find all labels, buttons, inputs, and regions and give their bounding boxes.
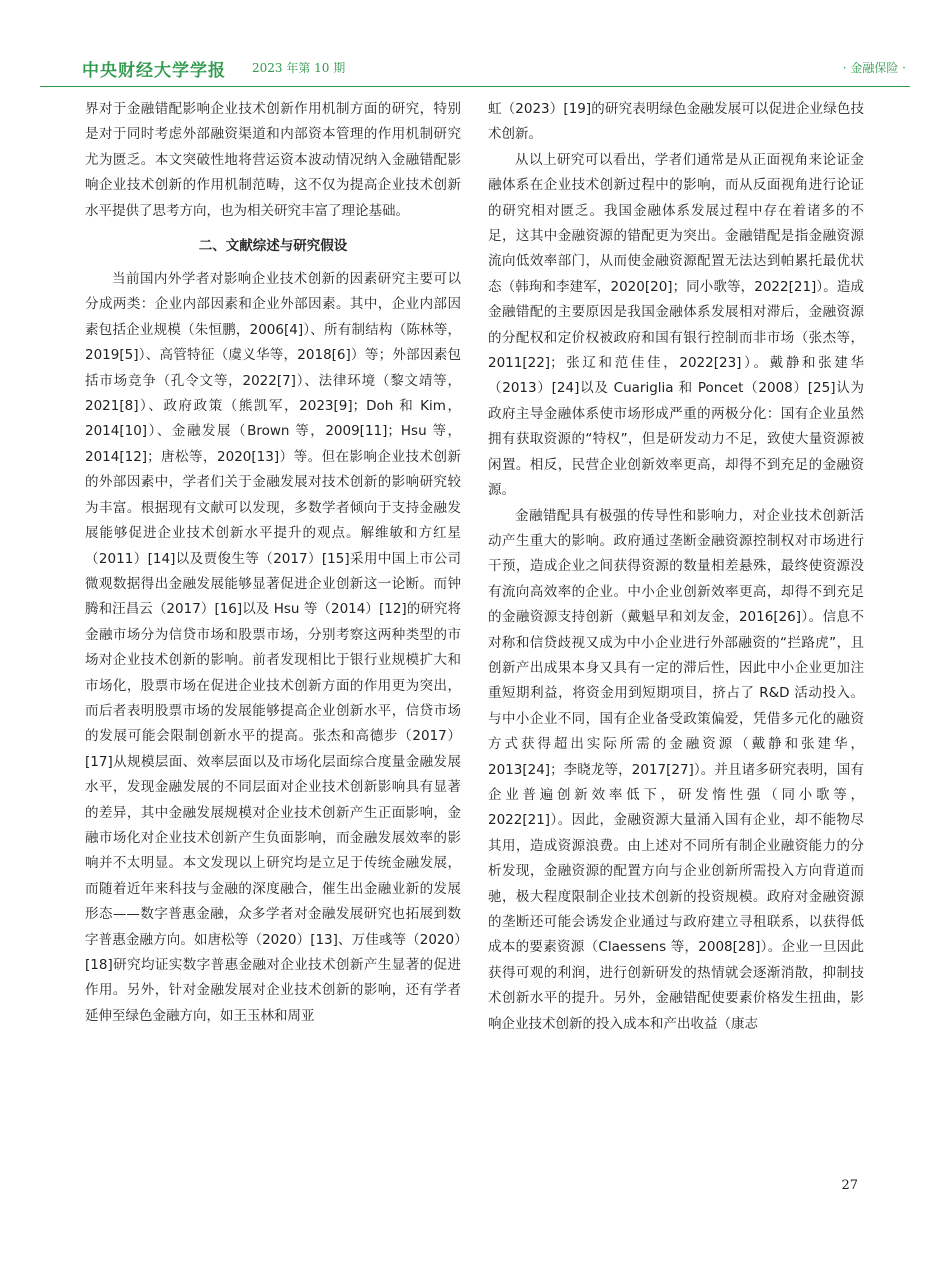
issue-label: 2023 年第 10 期 xyxy=(252,61,346,75)
paragraph: 界对于金融错配影响企业技术创新作用机制方面的研究，特别是对于同时考虑外部融资渠道和内部资本管理的作用机制研究尤为匮乏。本文突破性地将营运资本波动情况纳入金融错配影响企业技术创新的作用机制范畴，这不仅为提高企业技术创新水平提供了思考方向，也为相关研究丰富了理论基础。 xyxy=(85,101,461,219)
page-number: 27 xyxy=(841,1178,858,1193)
section-heading: 二、文献综述与研究假设 xyxy=(198,238,348,255)
journal-name: 中央财经大学学报 xyxy=(82,61,226,81)
left-column xyxy=(85,97,461,1029)
paragraph: 虹（2023）[19]的研究表明绿色金融发展可以促进企业绿色技术创新。 xyxy=(488,101,864,143)
paragraph: 金融错配具有极强的传导性和影响力，对企业技术创新活动产生重大的影响。政府通过垄断金融资源控制权对市场进行干预，造成企业之间获得资源的数量相差悬殊，最终使资源没有流向高效率的企业。中小企业创新效率更高，却得不到充足的金融资源支持创新（戴魁早和刘友金，2016[26]）。信息不对称和信贷歧视又成为中小企业进行外部融资的“拦路虎”，且创新产出成果本身又具有一定的滞后性，因此中小企业更加注重短期利益，将资金用到短期项目，挤占了 R&D 活动投入。与中小企业不同，国有企业备受政策偏爱，凭借多元化的融资方式获得超出实际所需的金融资源（戴静和张建华，2013[24]；李晓龙等，2017[27]）。并且诸多研究表明，国有企业普遍创新效率低下，研发惰性强（同小歌等，2022[21]）。因此，金融资源大量涌入国有企业，却不能物尽其用，造成资源浪费。由上述对不同所有制企业融资能力的分析发现，金融资源的配置方向与企业创新所需投入方向背道而驰，极大程度限制企业技术创新的投资规模。政府对金融资源的垄断还可能会诱发企业通过与政府建立寻租联系，以获得低成本的要素资源（Claessens 等，2008[28]）。企业一旦因此获得可观的利润，进行创新研发的热情就会逐渐消散，抑制技术创新水平的提升。另外，金融错配使要素价格发生扭曲，影响企业技术创新的投入成本和产出收益（康志 xyxy=(488,507,864,1032)
running-header xyxy=(40,56,910,87)
paragraph: 从以上研究可以看出，学者们通常是从正面视角来论证金融体系在企业技术创新过程中的影响，而从反面视角进行论证的研究相对匮乏。我国金融体系发展过程中存在着诸多的不足，这其中金融资源的错配更为突出。金融错配是指金融资源流向低效率部门，从而使金融资源配置无法达到帕累托最优状态（韩珣和李建军，2020[20]；同小歌等，2022[21]）。造成金融错配的主要原因是我国金融体系发展相对滞后，金融资源的分配权和定价权被政府和国有银行控制而非市场（张杰等，2011[22]；张辽和范佳佳，2022[23]）。戴静和张建华（2013）[24]以及 Cuariglia 和 Poncet（2008）[25]认为政府主导金融体系使市场形成严重的两极分化：国有企业虽然拥有获取资源的“特权”，但是研发动力不足，致使大量资源被闲置。相反，民营企业创新效率更高，却得不到充足的金融资源。 xyxy=(488,151,864,499)
section-label: · 金融保险 · xyxy=(842,61,906,75)
paragraph: 当前国内外学者对影响企业技术创新的因素研究主要可以分成两类：企业内部因素和企业外部因素。其中，企业内部因素包括企业规模（朱恒鹏，2006[4]）、所有制结构（陈林等，2019[5]）、高管特征（虞义华等，2018[6]）等；外部因素包括市场竞争（孔令文等，2022[7]）、法律环境（黎文靖等，2021[8]）、政府政策（熊凯军，2023[9]；Doh 和 Kim，2014[10]）、金融发展（Brown 等，2009[11]；Hsu 等，2014[12]；唐松等，2020[13]）等。但在影响企业技术创新的外部因素中，学者们关于金融发展对技术创新的影响研究较为丰富。根据现有文献可以发现，多数学者倾向于支持金融发展能够促进企业技术创新水平提升的观点。解维敏和方红星（2011）[14]以及贾俊生等（2017）[15]采用中国上市公司微观数据得出金融发展能够显著促进企业创新这一论断。而钟腾和汪昌云（2017）[16]以及 Hsu 等（2014）[12]的研究将金融市场分为信贷市场和股票市场，分别考察这两种类型的市场对企业技术创新的影响。前者发现相比于银行业规模扩大和市场化，股票市场在促进企业技术创新方面的作用更为突出，而后者表明股票市场的发展能够提高企业创新水平，信贷市场的发展可能会限制创新水平的提高。张杰和高德步（2017）[17]从规模层面、效率层面以及市场化层面综合度量金融发展水平，发现金融发展的不同层面对企业技术创新影响具有显著的差异，其中金融发展规模对企业技术创新产生正面影响，金融市场化对企业技术创新产生负面影响，而金融发展效率的影响并不太明显。本文发现以上研究均是立足于传统金融发展，而随着近年来科技与金融的深度融合，催生出金融业新的发展形态——数字普惠金融，众多学者对金融发展研究也拓展到数字普惠金融方向。如唐松等（2020）[13]、万佳彧等（2020）[18]研究均证实数字普惠金融对企业技术创新产生显著的促进作用。另外，针对金融发展对企业技术创新的影响，还有学者延伸至绿色金融方向，如王玉林和周亚 xyxy=(85,271,461,1024)
right-column xyxy=(488,97,864,1037)
